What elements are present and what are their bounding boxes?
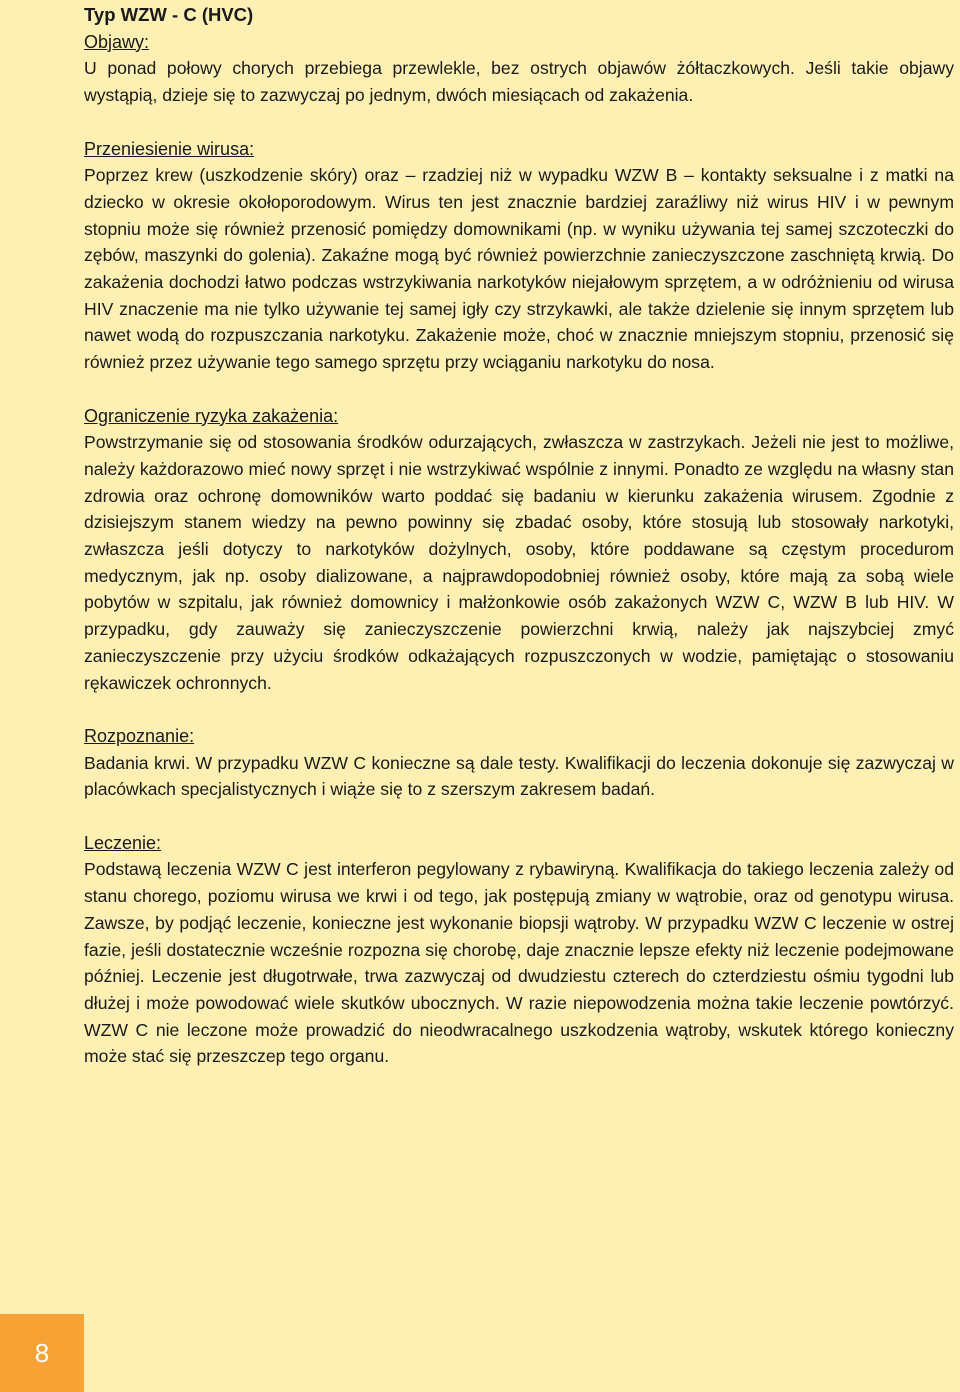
page-number-badge [0,1314,84,1392]
section-text-treatment: Podstawą leczenia WZW C jest interferon pegylowany z rybawiryną. Kwalifikacja do takiego leczenia zależy od stanu chorego, poziomu wirusa we krwi i od tego, jak postępują zmiany w wątrobie, oraz od genotypu wirusa. Zawsze, by podjąć leczenie, konieczne jest wykonanie biopsji wątroby. W przypadku WZW C leczenie w ostrej fazie, jeśli dostatecznie wcześnie rozpozna się chorobę, daje znacznie lepsze efekty niż leczenie podejmowane później. Leczenie jest długotrwałe, trwa zazwyczaj od dwudziestu czterech do czterdziestu ośmiu tygodni lub dłużej i może powodować wiele skutków ubocznych. W razie niepowodzenia można takie leczenie powtórzyć. WZW C nie leczone może prowadzić do nieodwracalnego uszkodzenia wątroby, wskutek którego konieczny może stać się przeszczep tego organu. [84,859,954,1067]
section-diagnosis [84,723,954,803]
section-symptoms [84,29,954,109]
section-heading-risk-reduction: Ograniczenie ryzyka zakażenia: [84,405,339,426]
section-text-transmission: Poprzez krew (uszkodzenie skóry) oraz – rzadziej niż w wypadku WZW B – kontakty seksualne i z matki na dziecko w okresie okołoporodowym. Wirus ten jest znacznie bardziej zaraźliwy niż wirus HIV i w pewnym stopniu może się również przenosić pomiędzy domownikami (np. w wyniku używania tej samej szczoteczki do zębów, maszynki do golenia). Zakaźne mogą być również powierzchnie zanieczyszczone zaschniętą krwią. Do zakażenia dochodzi łatwo podczas wstrzykiwania narkotyków niejałowym sprzętem, a w odróżnieniu od wirusa HIV znaczenie ma nie tylko używanie tej samej igły czy strzykawki, ale także dzielenie się innym sprzętem lub nawet wodą do rozpuszczania narkotyku. Zakażenie może, choć w znacznie mniejszym stopniu, przenosić się również przez używanie tego samego sprzętu przy wciąganiu narkotyku do nosa. [84,165,954,373]
page-number: 8 [34,1337,50,1368]
section-text-risk-reduction: Powstrzymanie się od stosowania środków odurzających, zwłaszcza w zastrzykach. Jeżeli nie jest to możliwe, należy każdorazowo mieć nowy sprzęt i nie wstrzykiwać wspólnie z innymi. Ponadto ze względu na własny stan zdrowia oraz ochronę domowników warto poddać się badaniu w kierunku zakażenia wirusem. Zgodnie z dzisiejszym stanem wiedzy na pewno powinny się zbadać osoby, które stosują lub stosowały narkotyki, zwłaszcza jeśli dotyczy to narkotyków dożylnych, osoby, które poddawane są częstym procedurom medycznym, jak np. osoby dializowane, a najprawdopodobniej również osoby, które mają za sobą wiele pobytów w szpitalu, jak również domownicy i małżonkowie osób zakażonych WZW C, WZW B lub HIV. W przypadku, gdy zauważy się zanieczyszczenie powierzchni krwią, należy jak najszybciej zmyć zanieczyszczenie przy użyciu środków odkażających rozpuszczonych w wodzie, pamiętając o stosowaniu rękawiczek ochronnych. [84,432,954,693]
section-heading-symptoms: Objawy: [84,31,150,52]
section-treatment [84,830,954,1070]
section-heading-treatment: Leczenie: [84,832,162,853]
section-text-diagnosis: Badania krwi. W przypadku WZW C konieczne są dale testy. Kwalifikacji do leczenia dokonuje się zazwyczaj w placówkach specjalistycznych i wiąże się to z szerszym zakresem badań. [84,752,954,800]
section-risk-reduction [84,403,954,697]
section-text-symptoms: U ponad połowy chorych przebiega przewlekle, bez ostrych objawów żółtaczkowych. Jeśli takie objawy wystąpią, dzieje się to zazwyczaj po jednym, dwóch miesiącach od zakażenia. [84,58,954,106]
page-title: Typ WZW - C (HVC) [84,4,254,25]
document-body [84,0,954,1070]
section-transmission [84,136,954,376]
section-heading-transmission: Przeniesienie wirusa: [84,138,255,159]
section-heading-diagnosis: Rozpoznanie: [84,725,195,746]
